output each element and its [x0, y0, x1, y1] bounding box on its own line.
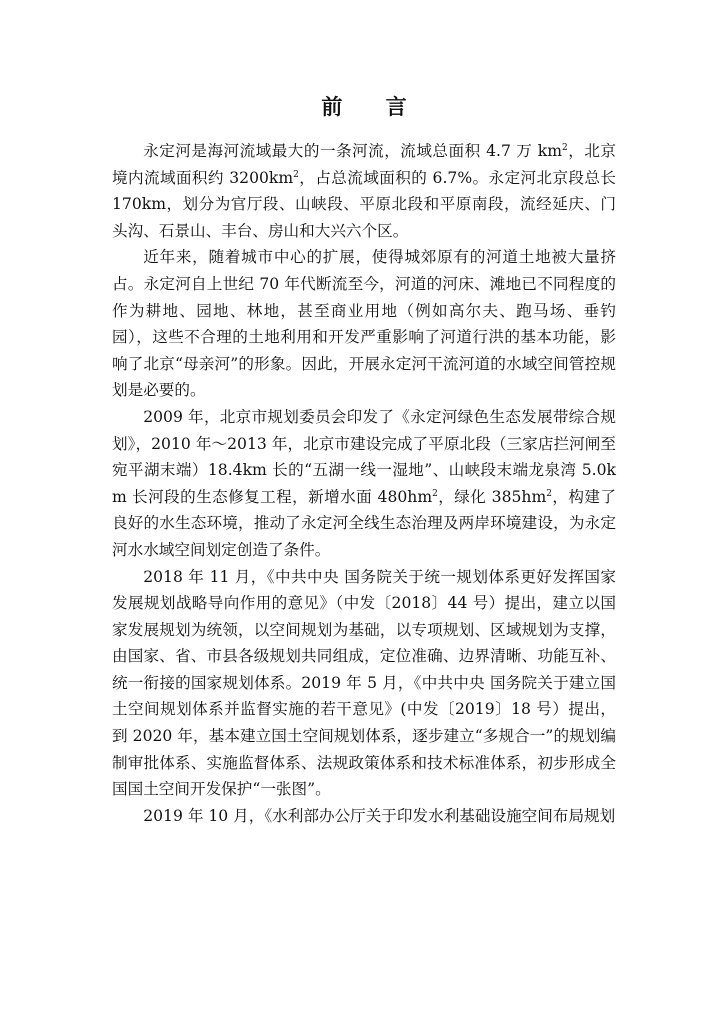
paragraph-text: ，北京境内流域面积约 3200km — [112, 142, 616, 187]
superscript: 2 — [432, 488, 438, 499]
paragraph-text: 2018 年 11 月，《中共中央 国务院关于统一规划体系更好发挥国家发展规划战略导向作用的意见》（中发〔2018〕44 号）提出，建立以国家发展规划为统领，以空间规划为基础，以专项规划、区域规划为支撑，由国家、省、市县各级规划共同组成，定位准确、边界清晰、功能互补、统一衔接的国家规划体系。2019 年 5 月，《中共中央 国务院关于建立国土空间规划体系并监督实施的若干意见》(中发〔2019〕18 号）提出，到 2020 年，基本建立国土空间规划体系，逐步建立“多规合一”的规划编制审批体系、实施监督体系、法规政策体系和技术标准体系，初步形成全国国土空间开发保护“一张图”。 — [112, 567, 616, 799]
superscript: 2 — [293, 169, 299, 180]
paragraph-text: ，占总流域面积的 6.7%。永定河北京段总长 170km，划分为官厅段、山峡段、平原北段和平原南段，流经延庆、门头沟、石景山、丰台、房山和大兴六个区。 — [112, 168, 616, 240]
paragraph — [112, 564, 616, 803]
paragraph — [112, 803, 616, 830]
paragraph — [112, 138, 616, 244]
paragraph-text: ，绿化 385hm — [437, 487, 547, 506]
page-title: 前 言 — [321, 95, 425, 119]
paragraph — [112, 404, 616, 564]
document-page — [112, 92, 616, 829]
superscript: 2 — [546, 488, 552, 499]
paragraph — [112, 244, 616, 404]
paragraph-text: ，构建了良好的水生态环境，推动了永定河全线生态治理及两岸环境建设，为永定河水水域空间划定创造了条件。 — [112, 487, 616, 559]
paragraph-text: 2009 年，北京市规划委员会印发了《永定河绿色生态发展带综合规划》，2010 年～2013 年，北京市建设完成了平原北段（三家店拦河闸至宛平湖末端）18.4km 长的“五湖一线一湿地”、山峡段末端龙泉湾 5.0km 长河段的生态修复工程，新增水面 480hm — [112, 407, 616, 506]
paragraph-text: 2019 年 10 月，《水利部办公厅关于印发水利基础设施空间布局规划 — [143, 806, 616, 825]
paragraph-text: 近年来，随着城市中心的扩展，使得城郊原有的河道土地被大量挤占。永定河自上世纪 70 年代断流至今，河道的河床、滩地已不同程度的作为耕地、园地、林地，甚至商业用地（例如高尔夫、跑马场、垂钓园），这些不合理的土地利用和开发严重影响了河道行洪的基本功能，影响了北京“母亲河”的形象。因此，开展永定河干流河道的水域空间管控规划是必要的。 — [112, 248, 616, 400]
paragraph-text: 永定河是海河流域最大的一条河流，流域总面积 4.7 万 km — [143, 142, 563, 160]
body-text — [112, 138, 616, 829]
superscript: 2 — [562, 143, 568, 153]
